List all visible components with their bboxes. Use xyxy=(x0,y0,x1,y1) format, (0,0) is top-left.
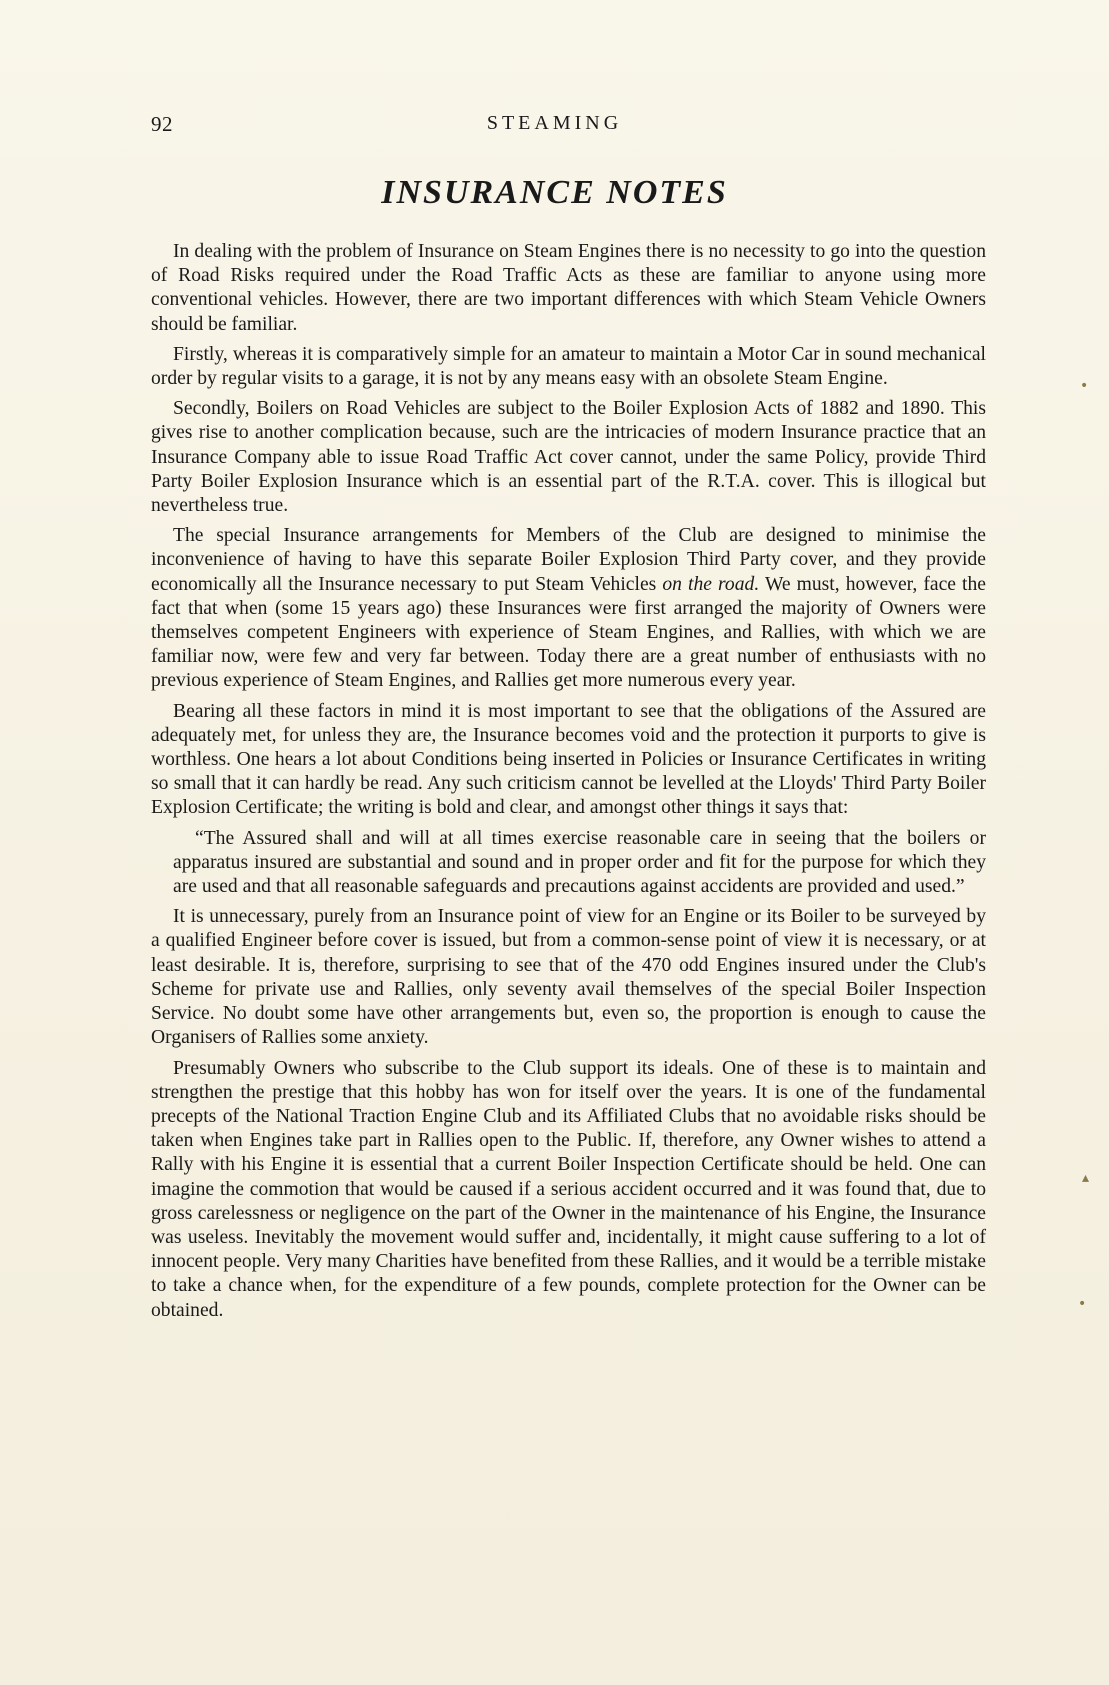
paragraph-introduction: In dealing with the problem of Insurance on Steam Engines there is no necessity to go into the question of Road Risks required under the Road Traffic Acts as these are familiar to anyone using more conventional vehicles. However, there are two important differences with which Steam Vehicle Owners should be familiar. xyxy=(151,241,986,335)
paragraph-special-arrangements-start: The special Insurance arrangements for Members of the Club are designed to minimise the inconvenience of having to have this separate Boiler Explosion Third Party cover, and they provide economically all the Insurance necessary to put Steam Vehicles xyxy=(151,525,986,595)
paragraph-secondly: Secondly, Boilers on Road Vehicles are subject to the Boiler Explosion Acts of 1882 and 1890. This gives rise to another complication because, such are the intricacies of modern Insurance practice that an Insurance Company able to issue Road Traffic Act cover cannot, under the same Policy, provide Third Party Boiler Explosion Insurance which is an essential part of the R.T.A. cover. This is illogical but nevertheless true. xyxy=(151,398,986,517)
article-title: INSURANCE NOTES xyxy=(381,174,728,211)
on-the-road-emphasis: on the road. xyxy=(662,573,760,595)
paragraph-special-arrangements-end: We must, however, face the fact that when (some 15 years ago) these Insurances were first arranged the majority of Owners were themselves competent Engineers with experience of Steam Engines, and Rallies, with which we are familiar now, were few and very far between. Today there are a great number of enthusiasts with no previous experience of Steam Engines, and Rallies get more numerous every year. xyxy=(151,573,986,692)
article-body xyxy=(151,240,986,1329)
margin-speck: ▴ xyxy=(1082,1170,1090,1186)
margin-speck: • xyxy=(1080,378,1089,394)
paragraph-boiler-survey: It is unnecessary, purely from an Insurance point of view for an Engine or its Boiler to be surveyed by a qualified Engineer before cover is issued, but from a common-sense point of view it is necessary, or at least desirable. It is, therefore, surprising to see that of the 470 odd Engines insured under the Club's Scheme for private use and Rallies, only seventy avail themselves of the special Boiler Inspection Service. No doubt some have other arrangements but, even so, the proportion is enough to cause the Organisers of Rallies some anxiety. xyxy=(151,906,986,1049)
paragraph-club-ideals: Presumably Owners who subscribe to the Club support its ideals. One of these is to maintain and strengthen the prestige that this hobby has won for itself over the years. It is one of the fundamental precepts of the National Traction Engine Club and its Affiliated Clubs that no avoidable risks should be taken when Engines take part in Rallies open to the Public. If, therefore, any Owner wishes to attend a Rally with his Engine it is essential that a current Boiler Inspection Certificate should be held. One can imagine the commotion that would be caused if a serious accident occurred and it was found that, due to gross carelessness or negligence on the part of the Owner in the maintenance of his Engine, the Insurance was useless. Inevitably the movement would suffer and, incidentally, it might cause suffering to a lot of innocent people. Very many Charities have benefited from these Rallies, and it would be a terrible mistake to take a chance when, for the expenditure of a few pounds, complete protection for the Owner can be obtained. xyxy=(151,1057,986,1321)
margin-speck: • xyxy=(1078,1296,1087,1312)
page-number: 92 xyxy=(151,112,173,136)
certificate-quotation: “The Assured shall and will at all times exercise reasonable care in seeing that the boilers or apparatus insured are substantial and sound and in proper order and fit for the purpose for which they are used and that all reasonable safeguards and precautions against accidents are provided and used.” xyxy=(173,827,986,898)
paragraph-obligations: Bearing all these factors in mind it is most important to see that the obligations of the Assured are adequately met, for unless they are, the Insurance becomes void and the protection it purports to give is worthless. One hears a lot about Conditions being inserted in Policies or Insurance Certificates in writing so small that it can hardly be read. Any such criticism cannot be levelled at the Lloyds' Third Party Boiler Explosion Certificate; the writing is bold and clear, and amongst other things it says that: xyxy=(151,700,986,819)
paragraph-firstly: Firstly, whereas it is comparatively simple for an amateur to maintain a Motor Car in sound mechanical order by regular visits to a garage, it is not by any means easy with an obsolete Steam Engine. xyxy=(151,343,986,390)
paragraph-special-arrangements xyxy=(151,524,986,693)
running-title: STEAMING xyxy=(486,112,623,134)
